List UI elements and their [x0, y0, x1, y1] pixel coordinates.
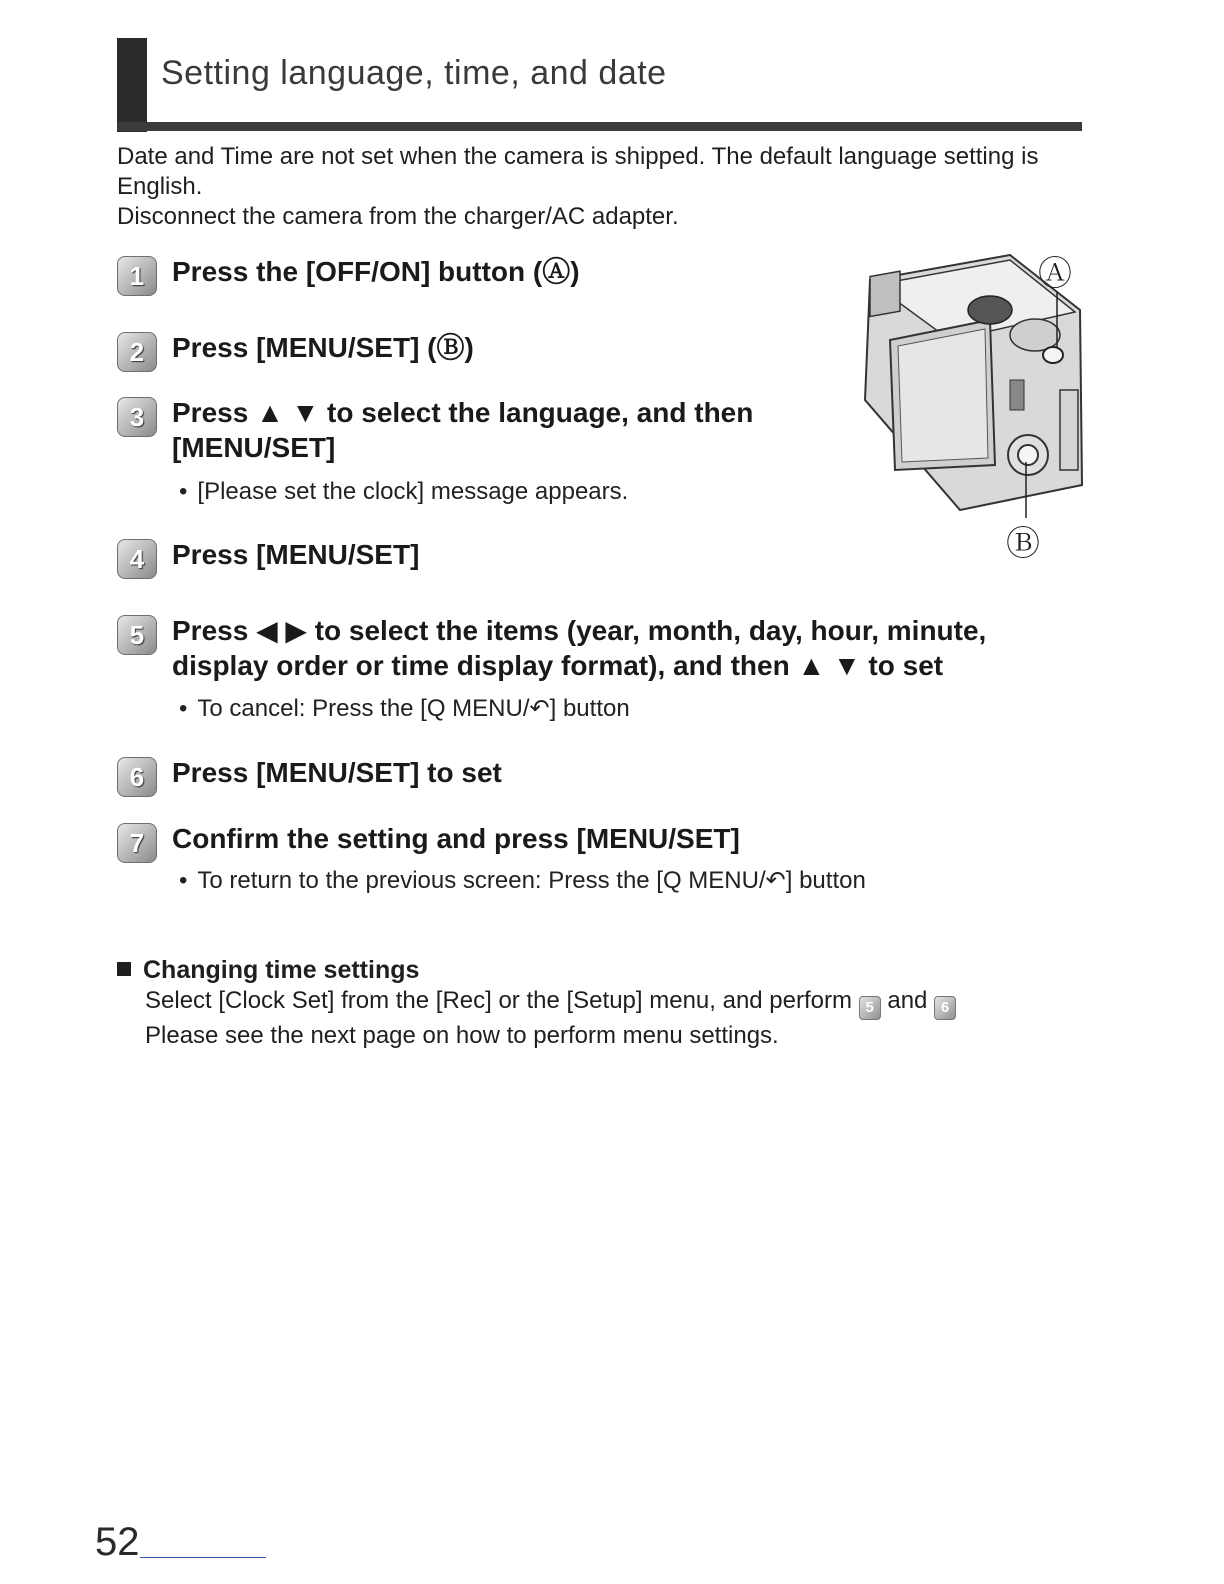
page-number-rule: [140, 1557, 266, 1558]
step-1-title: Press the [OFF/ON] button (Ⓐ): [172, 256, 580, 287]
step-2-icon: 2: [117, 332, 157, 372]
page-number: 52: [95, 1520, 140, 1564]
changing-body-line-2: Please see the next page on how to perform menu settings.: [145, 1022, 779, 1049]
changing-and-text: and: [887, 987, 928, 1014]
step-4-icon: 4: [117, 539, 157, 579]
step-3-title-line-1: Press ▲ ▼ to select the language, and then: [172, 397, 754, 428]
intro-line-1: Date and Time are not set when the camera is shipped. The default language setting is English.: [117, 143, 1039, 200]
step-4-title: Press [MENU/SET]: [172, 539, 420, 570]
changing-heading-text: Changing time settings: [143, 956, 420, 984]
page-title: Setting language, time, and date: [161, 54, 667, 92]
step-5-bullet: • To cancel: Press the [Q MENU/↶] button: [179, 694, 630, 724]
intro-line-2: Disconnect the camera from the charger/AC adapter.: [117, 203, 679, 230]
step-5-title-line-2: display order or time display format), and then ▲ ▼ to set: [172, 650, 944, 681]
step-5-icon: 5: [117, 615, 157, 655]
callout-a-label: Ⓐ: [1038, 255, 1072, 293]
changing-body-text: Select [Clock Set] from the [Rec] or the [Setup] menu, and perform: [145, 987, 852, 1014]
step-6-icon: 6: [117, 757, 157, 797]
changing-heading: [117, 955, 1077, 985]
step-3-bullet: • [Please set the clock] message appears.: [179, 477, 628, 507]
step-7-title: Confirm the setting and press [MENU/SET]: [172, 823, 740, 854]
step-7-icon: 7: [117, 823, 157, 863]
step-1-icon: 1: [117, 256, 157, 296]
header-rule: [117, 122, 1082, 131]
intro-text: [117, 142, 1077, 232]
square-bullet-icon: [117, 962, 131, 976]
changing-time-settings-section: [117, 955, 1077, 1051]
camera-illustration: [850, 240, 1090, 570]
step-6-mini-icon: 6: [934, 996, 956, 1020]
step-2-title: Press [MENU/SET] (Ⓑ): [172, 332, 474, 363]
section-header: [117, 38, 1082, 132]
step-5-title-line-1: Press ◀ ▶ to select the items (year, month, day, hour, minute,: [172, 615, 987, 646]
step-5-mini-icon: 5: [859, 996, 881, 1020]
step-6-title: Press [MENU/SET] to set: [172, 757, 502, 788]
header-accent-bar: [117, 38, 147, 132]
changing-body: [145, 985, 1077, 1051]
step-7-bullet: • To return to the previous screen: Press the [Q MENU/↶] button: [179, 866, 866, 896]
step-3-icon: 3: [117, 397, 157, 437]
callout-b-label: Ⓑ: [1006, 525, 1040, 563]
step-3-title-line-2: [MENU/SET]: [172, 432, 336, 463]
